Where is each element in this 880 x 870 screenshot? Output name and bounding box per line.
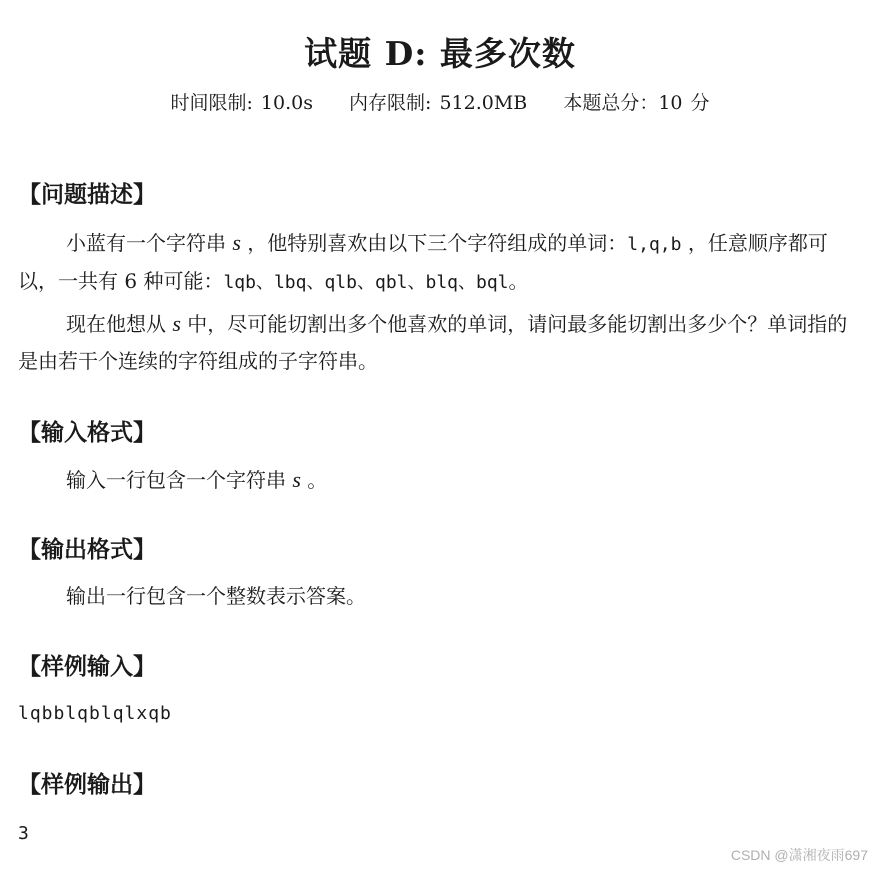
input-format-heading: 【输入格式】 — [18, 420, 156, 446]
char-set: l,q,b — [627, 234, 682, 255]
word-list: lqb、lbq、qlb、qbl、blq、bql — [223, 272, 509, 293]
description-text: 。 — [508, 269, 529, 293]
problem-title: 试题 D: 最多次数 — [304, 34, 576, 73]
description-text: 小蓝有一个字符串 — [66, 231, 233, 255]
description-text: ，任意顺序都可以，一共有 6 种可能： — [18, 231, 828, 293]
sample-input-value: lqbblqblqlxqb — [18, 703, 172, 724]
sample-input-heading: 【样例输入】 — [18, 654, 156, 680]
description-paragraph-2 — [18, 305, 860, 380]
output-format-text: 输出一行包含一个整数表示答案。 — [66, 584, 366, 608]
variable-s: s — [292, 467, 301, 492]
description-text: 中，尽可能切割出多个他喜欢的单词，请问最多能切割出多少个？单词指的是由若干个连续的字符组成的子字符串。 — [18, 312, 848, 373]
csdn-watermark: CSDN @潇湘夜雨697 — [730, 847, 868, 863]
problem-meta — [0, 88, 880, 115]
description-paragraph-1 — [18, 224, 860, 301]
description-heading: 【问题描述】 — [18, 182, 156, 208]
variable-s: s — [232, 230, 241, 255]
variable-s: s — [172, 311, 181, 336]
input-format-text — [18, 461, 860, 499]
description-text: 现在他想从 — [66, 312, 173, 336]
input-format-text-part: 输入一行包含一个字符串 — [66, 468, 293, 492]
description-text: ，他特别喜欢由以下三个字符组成的单词： — [240, 231, 628, 255]
memory-limit: 内存限制: 512.0MB — [349, 92, 528, 114]
input-format-text-part: 。 — [300, 468, 328, 492]
sample-output-heading: 【样例输出】 — [18, 772, 156, 798]
time-limit: 时间限制: 10.0s — [170, 92, 313, 114]
total-score: 本题总分：10 分 — [563, 92, 710, 114]
output-format-heading: 【输出格式】 — [18, 537, 156, 563]
sample-output-value: 3 — [18, 823, 30, 844]
